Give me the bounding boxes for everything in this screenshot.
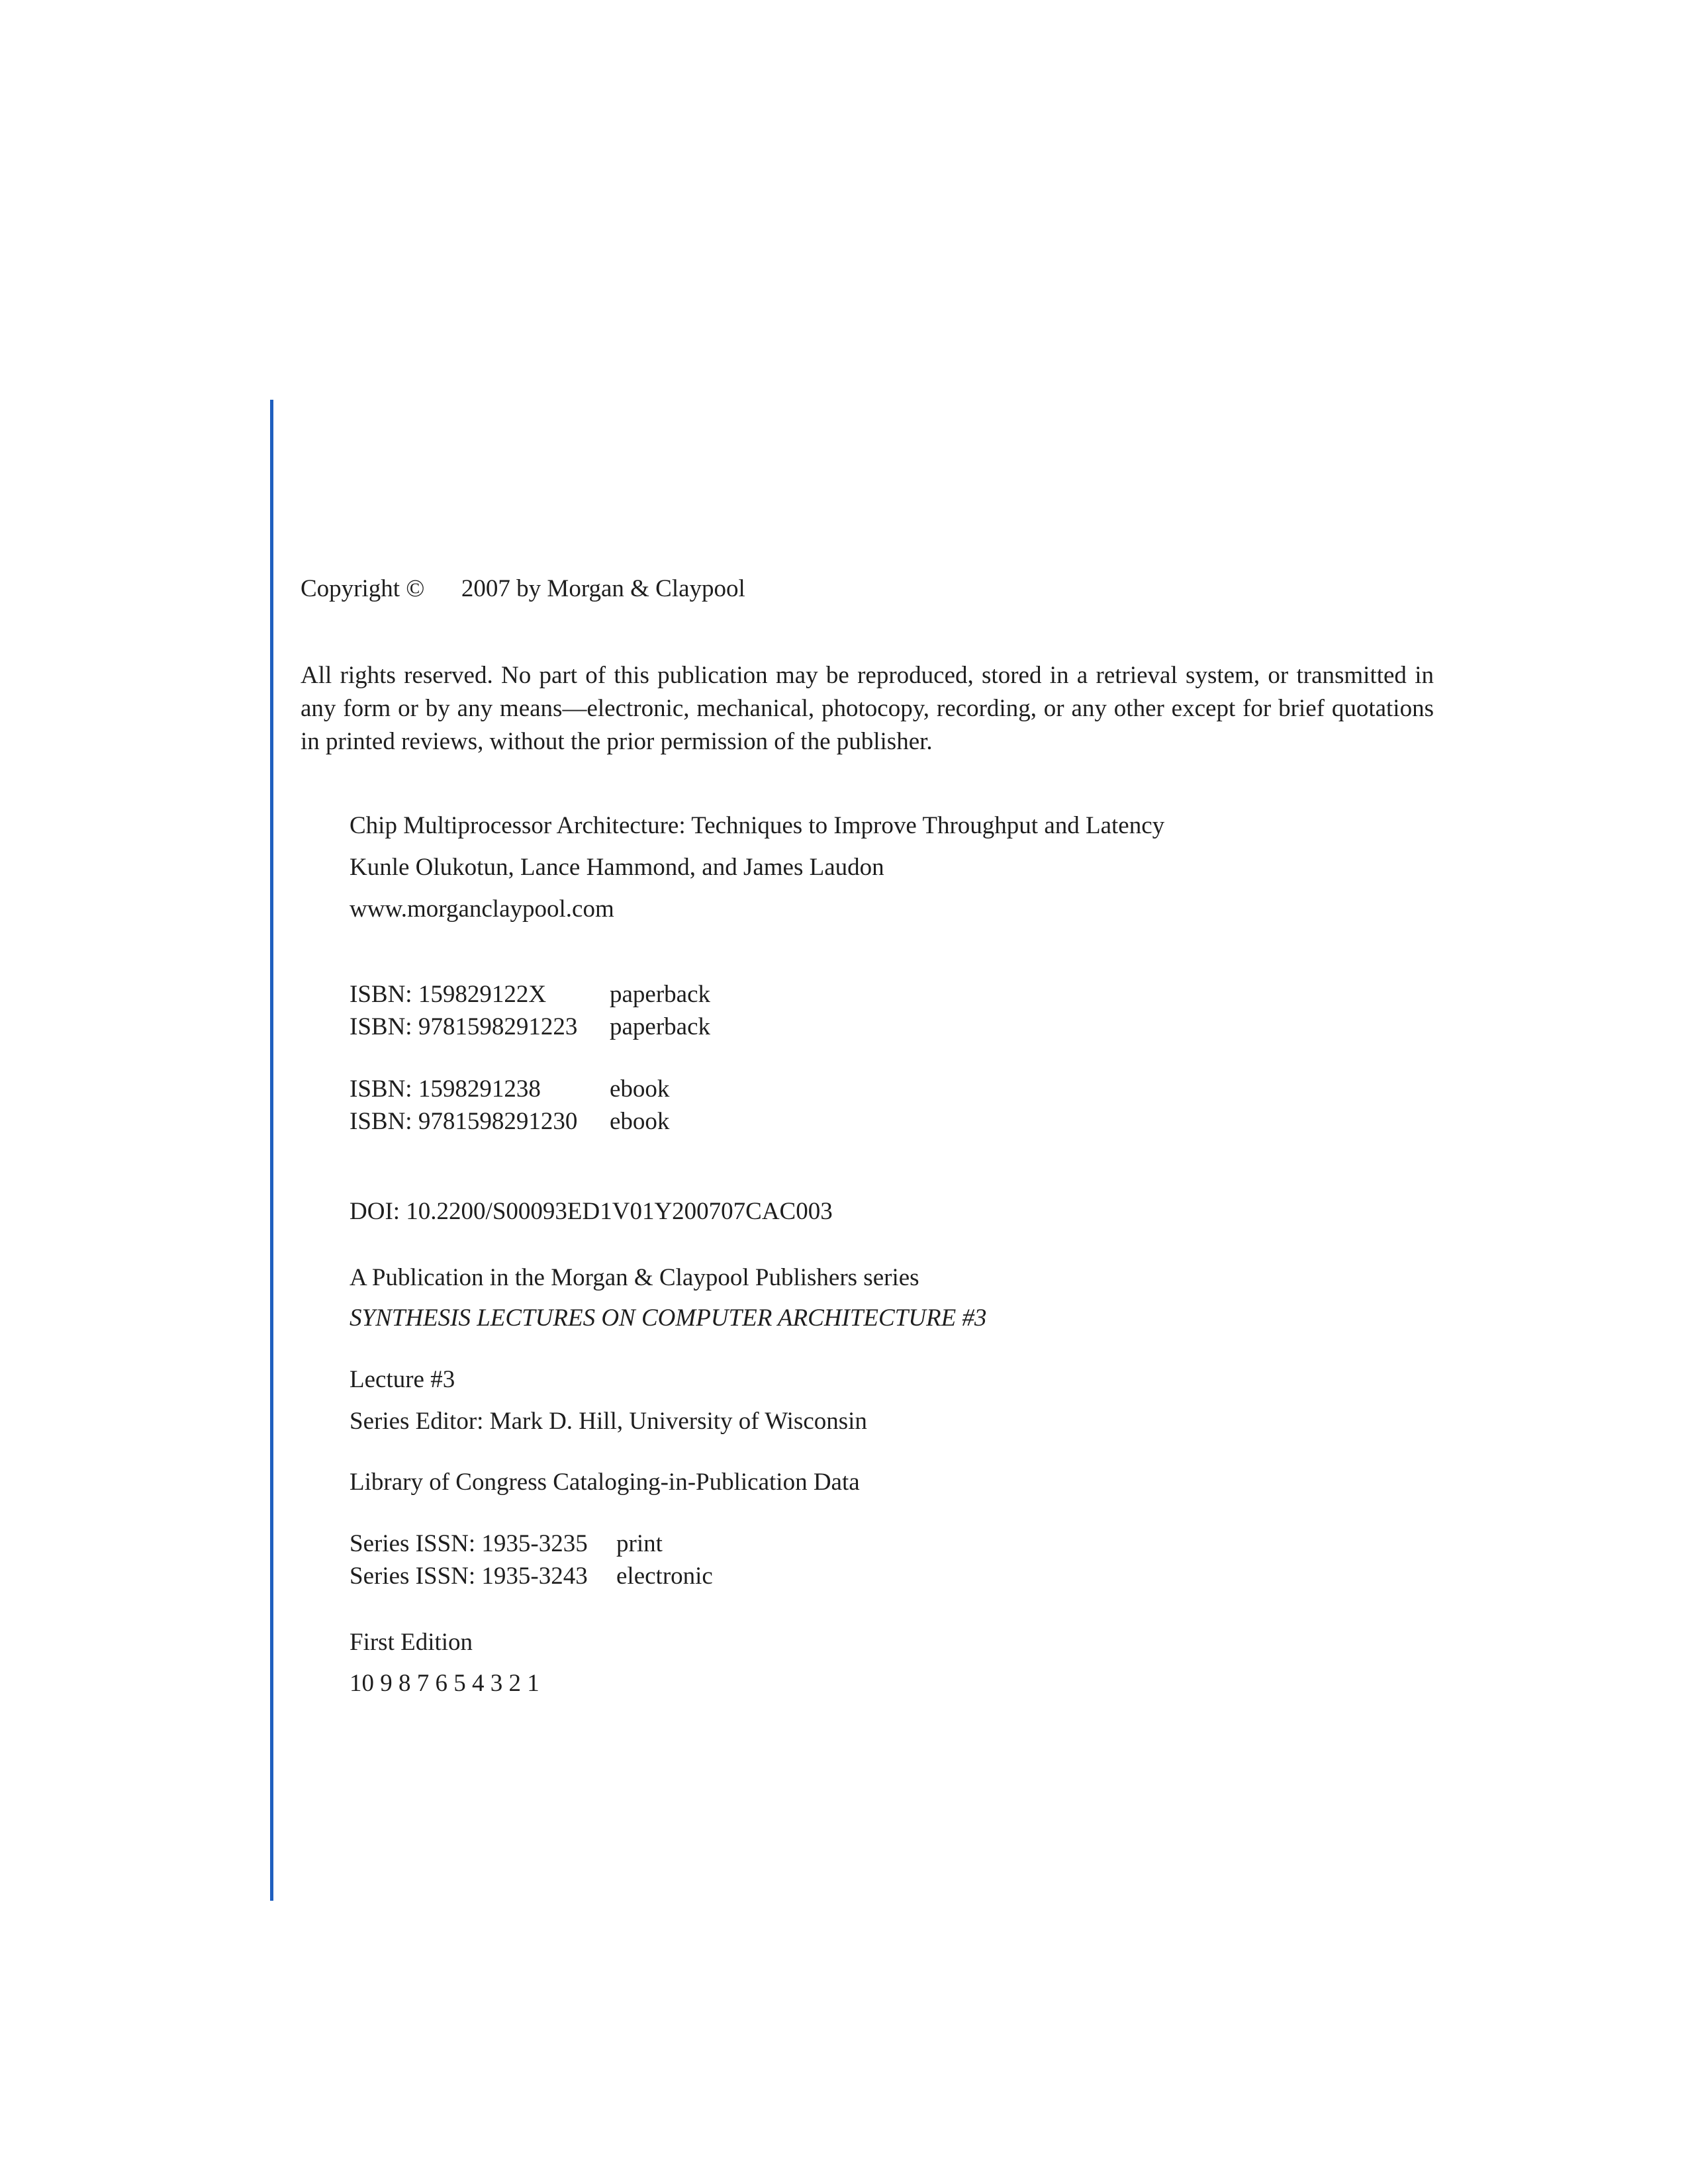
isbn-number: ISBN: 159829122X — [350, 981, 547, 1008]
series-editor: Series Editor: Mark D. Hill, University of Wisconsin — [350, 1408, 867, 1435]
authors: Kunle Olukotun, Lance Hammond, and James Laudon — [350, 854, 884, 881]
series-name: SYNTHESIS LECTURES ON COMPUTER ARCHITECTURE #3 — [350, 1304, 987, 1332]
edition: First Edition — [350, 1629, 473, 1656]
website-link[interactable]: www.morganclaypool.com — [350, 895, 614, 923]
margin-rule — [270, 400, 273, 1901]
copyright-line: Copyright © 2007 by Morgan & Claypool — [301, 575, 745, 602]
isbn-format: ebook — [610, 1075, 670, 1103]
printing-line: 10 9 8 7 6 5 4 3 2 1 — [350, 1670, 539, 1697]
doi: DOI: 10.2200/S00093ED1V01Y200707CAC003 — [350, 1198, 833, 1225]
issn-format: print — [616, 1530, 663, 1557]
isbn-number: ISBN: 1598291238 — [350, 1075, 541, 1103]
rights-paragraph: All rights reserved. No part of this publication may be reproduced, stored in a retrieval system, or transmitted in any form or by any means—electronic, mechanical, photocopy, recording, or any other except for brief quotations in printed reviews, without the prior permission of the publisher. — [301, 662, 1434, 755]
loc-data: Library of Congress Cataloging-in-Publication Data — [350, 1469, 860, 1496]
isbn-format: ebook — [610, 1108, 670, 1135]
issn-number: Series ISSN: 1935-3235 — [350, 1530, 588, 1557]
book-title: Chip Multiprocessor Architecture: Techniques to Improve Throughput and Latency — [350, 812, 1165, 839]
isbn-number: ISBN: 9781598291230 — [350, 1108, 578, 1135]
issn-number: Series ISSN: 1935-3243 — [350, 1563, 588, 1590]
isbn-format: paperback — [610, 981, 711, 1008]
issn-format: electronic — [616, 1563, 713, 1590]
series-intro: A Publication in the Morgan & Claypool Publishers series — [350, 1264, 919, 1291]
isbn-number: ISBN: 9781598291223 — [350, 1013, 578, 1040]
lecture-number: Lecture #3 — [350, 1366, 455, 1393]
isbn-format: paperback — [610, 1013, 711, 1040]
